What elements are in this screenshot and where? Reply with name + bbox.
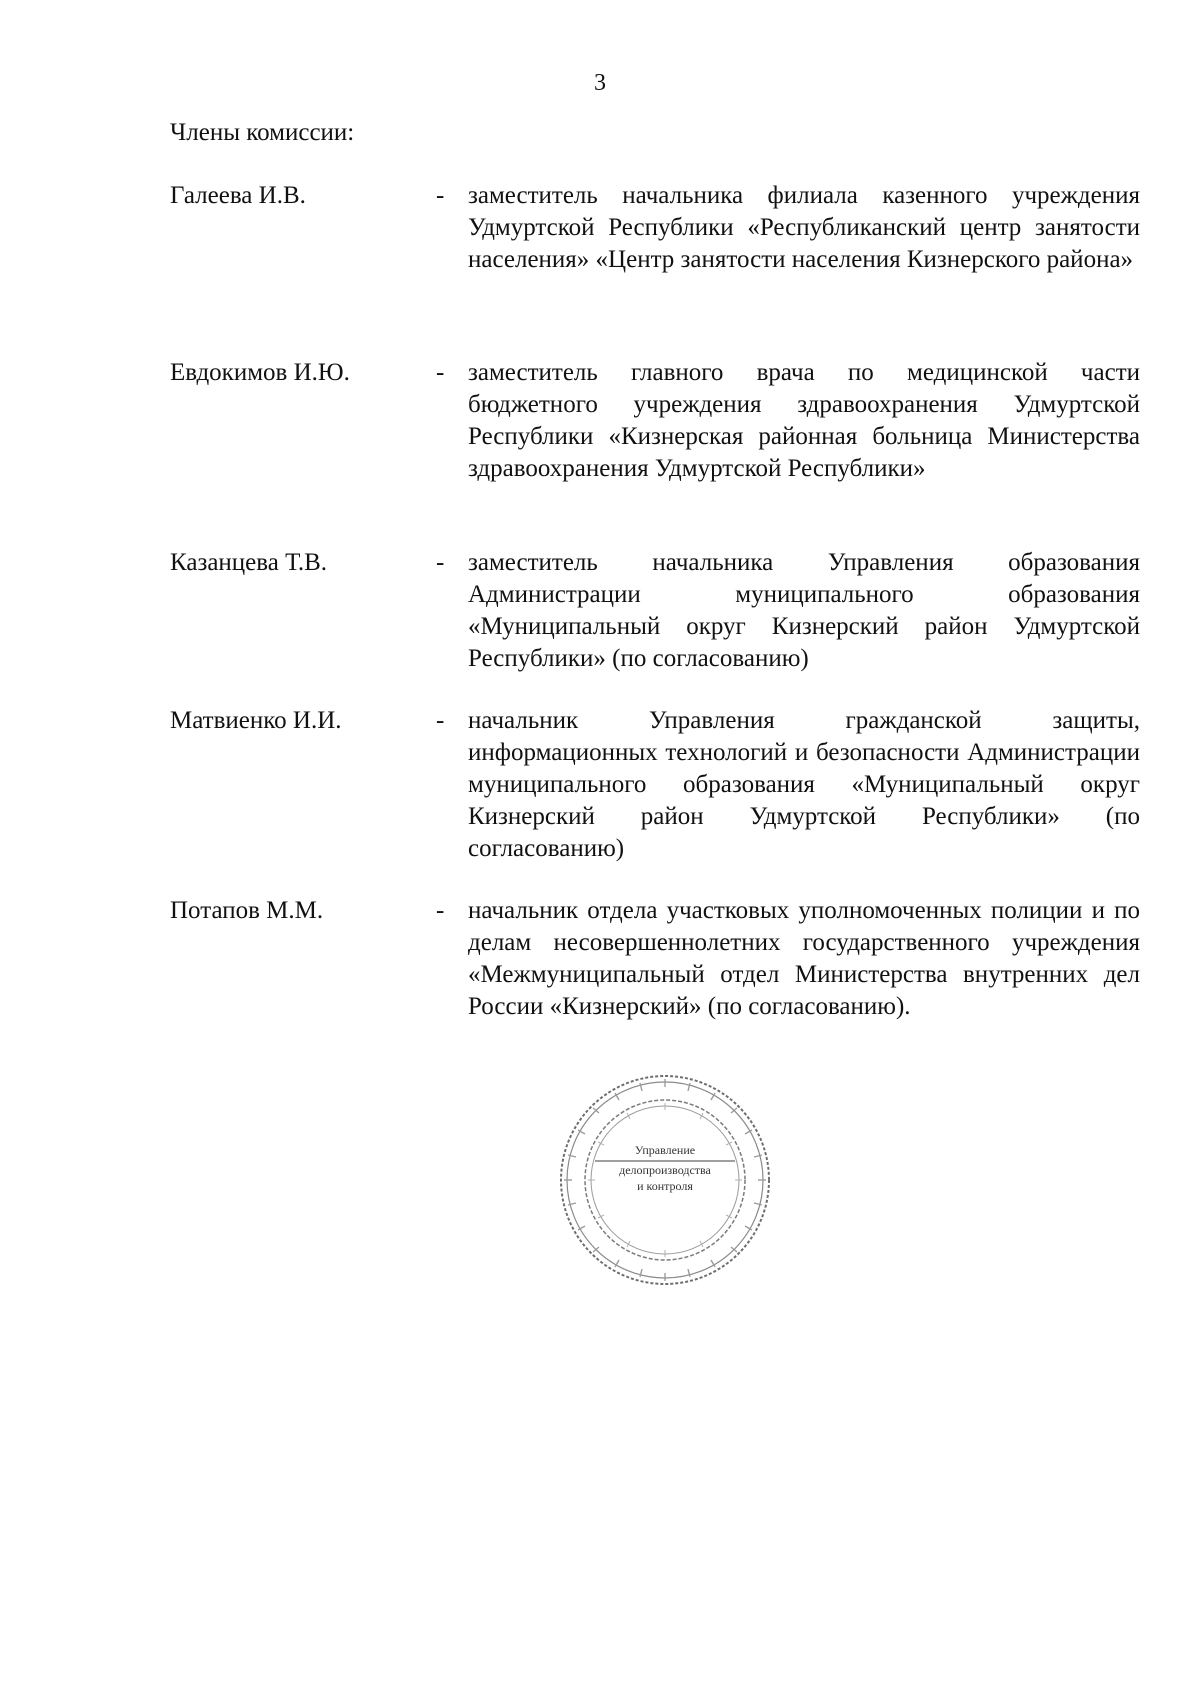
member-position: заместитель начальника Управления образования Администрации муниципального образования «Муниципальный округ Кизнерский район Удмуртской Республики» (по согласованию) bbox=[468, 549, 1140, 672]
official-stamp bbox=[555, 1070, 775, 1290]
member-position: заместитель главного врача по медицинской части бюджетного учреждения здравоохранения Удмуртской Республики «Кизнерская районная больница Министерства здравоохранения Удмуртской Республики» bbox=[468, 359, 1140, 482]
stamp-center-line-1: Управление bbox=[634, 1143, 696, 1157]
dash-separator: - bbox=[436, 182, 445, 209]
member-name: Потапов М.М. bbox=[170, 897, 324, 924]
stamp-center-line-2: делопроизводства bbox=[619, 1163, 711, 1177]
dash-separator: - bbox=[436, 359, 445, 386]
member-name: Матвиенко И.И. bbox=[170, 707, 342, 734]
dash-separator: - bbox=[436, 549, 445, 576]
member-position: начальник отдела участковых уполномоченных полиции и по делам несовершеннолетних государственного учреждения «Межмуниципальный отдел Министерства внутренних дел России «Кизнерский» (по согласованию). bbox=[468, 897, 1140, 1020]
member-name: Галеева И.В. bbox=[170, 182, 306, 209]
member-name: Евдокимов И.Ю. bbox=[170, 359, 350, 386]
dash-separator: - bbox=[436, 897, 445, 924]
member-position: заместитель начальника филиала казенного учреждения Удмуртской Республики «Республиканский центр занятости населения» «Центр занятости населения Кизнерского района» bbox=[468, 182, 1140, 273]
commission-members-heading: Члены комиссии: bbox=[170, 119, 355, 146]
member-name: Казанцева Т.В. bbox=[170, 549, 328, 576]
member-position: начальник Управления гражданской защиты, информационных технологий и безопасности Администрации муниципального образования «Муниципальный округ Кизнерский район Удмуртской Республики» (по согласованию) bbox=[468, 707, 1140, 862]
dash-separator: - bbox=[436, 707, 445, 734]
page-number: 3 bbox=[594, 70, 606, 96]
stamp-center-line-3: и контроля bbox=[637, 1179, 693, 1193]
